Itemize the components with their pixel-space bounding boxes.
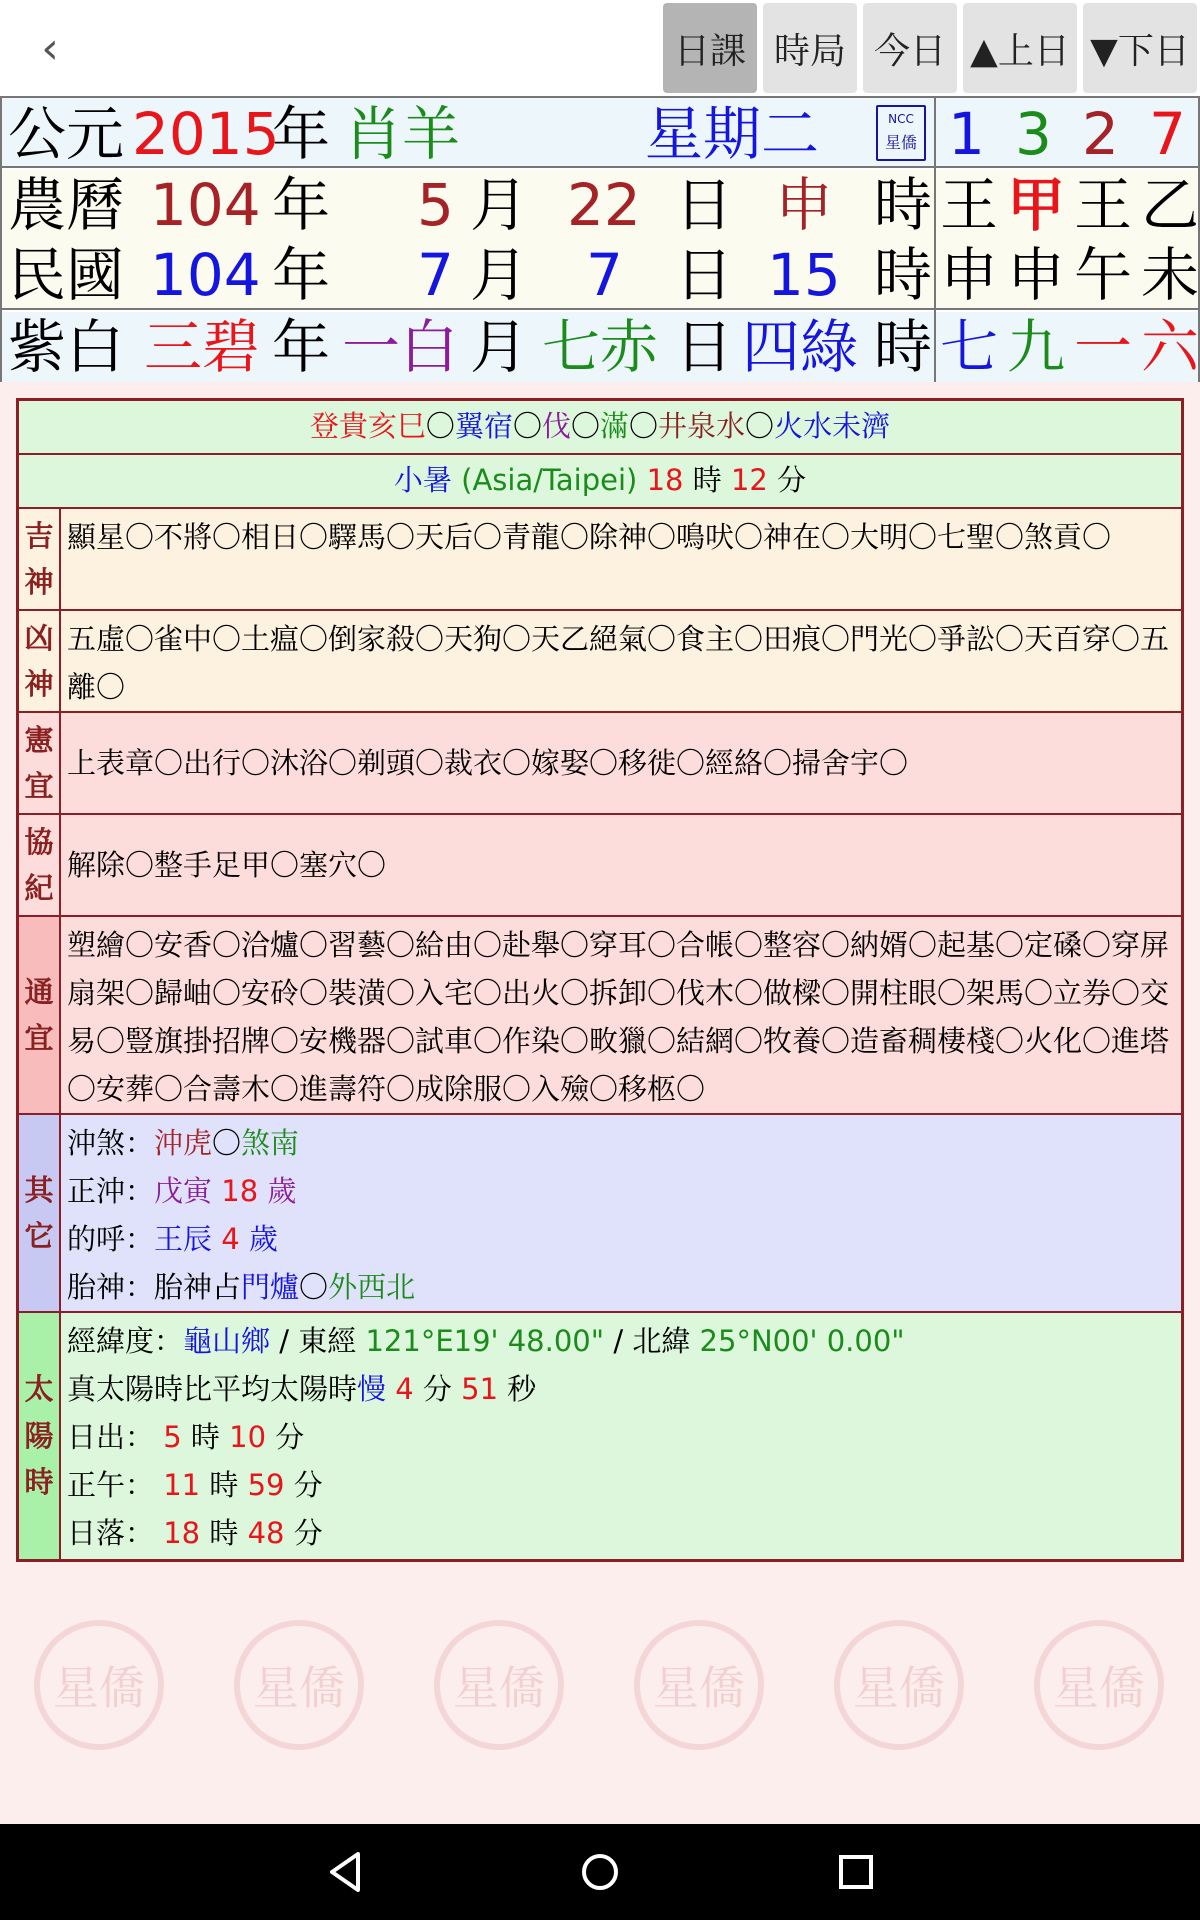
gz-bottom-3: 午: [1074, 241, 1133, 309]
zibai-num-2: 九: [1007, 313, 1066, 381]
term-minute-unit: 分: [777, 463, 807, 497]
tab-today[interactable]: 今日: [863, 3, 957, 93]
label-sun: 太 陽 時: [19, 1313, 61, 1559]
zodiac: 肖羊: [344, 100, 461, 168]
dehu-line: 的呼：王辰 4 歲: [67, 1222, 278, 1256]
lunar-month-suffix: 月: [470, 171, 529, 239]
watermark-logo: 星僑: [34, 1620, 164, 1750]
year-suffix: 年: [272, 100, 331, 168]
ncc-logo-top: NCC: [888, 112, 914, 126]
lunar-hour-suffix: 時: [874, 171, 933, 239]
tab-next-day[interactable]: ▼下日: [1083, 3, 1197, 93]
sunset-line: 日落： 18 時 48 分: [67, 1516, 323, 1550]
row-jishen: [19, 509, 1181, 611]
label-other: 其 它: [19, 1115, 61, 1311]
summary-c: 伐: [541, 409, 571, 443]
zibai-num-4: 六: [1141, 313, 1200, 381]
label-lunar: 農曆: [8, 171, 125, 239]
top-toolbar: [0, 0, 1200, 96]
nav-recents-icon[interactable]: [828, 1844, 884, 1900]
gz-top-2: 甲: [1007, 171, 1066, 239]
label-minguo: 民國: [8, 241, 125, 309]
zibai-month: 一白: [342, 313, 459, 381]
minguo-month-suffix: 月: [470, 241, 529, 309]
zibai-hour: 四綠: [742, 313, 859, 381]
other-text: [63, 1115, 1181, 1311]
row-other: [19, 1115, 1181, 1313]
minguo-year-suffix: 年: [272, 241, 331, 309]
solar-term-line: [19, 455, 1181, 509]
label-xiongshen: 凶 神: [19, 611, 61, 711]
zibai-year-suffix: 年: [272, 313, 331, 381]
zibai-day-suffix: 日: [675, 313, 734, 381]
gz-top-4: 乙: [1141, 171, 1200, 239]
almanac-table: [16, 398, 1184, 1562]
row-tongyi: [19, 917, 1181, 1115]
watermark-logo: 星僑: [634, 1620, 764, 1750]
gz-bottom-4: 未: [1141, 241, 1200, 309]
gz-bottom-1: 申: [940, 241, 999, 309]
xiongshen-text: 五虛〇雀中〇土瘟〇倒家殺〇天狗〇天乙絕氣〇食主〇田痕〇門光〇爭訟〇天百穿〇五離〇: [67, 622, 1170, 704]
android-nav-bar: [0, 1824, 1200, 1920]
minguo-hour: 15: [767, 241, 841, 309]
chevron-left-icon[interactable]: ‹: [41, 22, 59, 74]
summary-d: 滿: [600, 409, 630, 443]
minguo-year: 104: [150, 241, 261, 309]
chongsha-line: 沖煞：沖虎〇煞南: [67, 1126, 300, 1160]
gz-bottom-2: 申: [1007, 241, 1066, 309]
sun-text: [63, 1313, 1181, 1559]
watermark-logo: 星僑: [1034, 1620, 1164, 1750]
lunar-day: 22: [567, 171, 641, 239]
row-xianyi: [19, 713, 1181, 815]
zhengchong-line: 正沖：戊寅 18 歲: [67, 1174, 297, 1208]
label-zibai: 紫白: [8, 313, 125, 381]
watermark-logo: 星僑: [434, 1620, 564, 1750]
label-xieji: 協 紀: [19, 815, 61, 915]
tongyi-text: 塑繪〇安香〇洽爐〇習藝〇給由〇赴舉〇穿耳〇合帳〇整容〇納婿〇起基〇定磉〇穿屏扇架〇歸岫〇安砱〇裝潢〇入宅〇出火〇拆卸〇伐木〇做樑〇開柱眼〇架馬〇立券〇交易〇豎旗掛招牌〇安機器〇試車〇作染〇畋獵〇結網〇牧養〇造畜稠棲棧〇火化〇進塔〇安葬〇合壽木〇進壽符〇成除服〇入殮〇移柩〇: [67, 928, 1170, 1106]
timezone: (Asia/Taipei): [461, 463, 638, 497]
tab-prev-day[interactable]: ▲上日: [963, 3, 1077, 93]
label-jishen: 吉 神: [19, 509, 61, 609]
minguo-hour-suffix: 時: [874, 241, 933, 309]
label-gongyuan: 公元: [8, 100, 125, 168]
num-1: 1: [948, 100, 985, 168]
summary-line: 登貴亥巳〇翼宿〇伐〇滿〇井泉水〇火水未濟: [19, 401, 1181, 455]
solar-diff-line: 真太陽時比平均太陽時慢 4 分 51 秒: [67, 1372, 537, 1406]
nav-back-icon[interactable]: [318, 1844, 374, 1900]
summary-b: 翼宿: [454, 409, 513, 443]
row-xiongshen: [19, 611, 1181, 713]
label-tongyi: 通 宜: [19, 917, 61, 1113]
sunrise-line: 日出： 5 時 10 分: [67, 1420, 305, 1454]
solar-term: 小暑: [393, 463, 452, 497]
ncc-logo-bottom: 星僑: [884, 133, 917, 152]
num-2: 3: [1015, 100, 1052, 168]
lunar-year: 104: [150, 171, 261, 239]
zibai-day: 七赤: [542, 313, 659, 381]
lunar-day-suffix: 日: [675, 171, 734, 239]
summary-f: 火水未濟: [774, 409, 891, 443]
weekday: 星期二: [645, 100, 820, 168]
latlon-line: 經緯度：龜山鄉 / 東經 121°E19' 48.00" / 北緯 25°N00' 0.00": [67, 1324, 905, 1358]
row-sun: [19, 1313, 1181, 1559]
minguo-day-suffix: 日: [675, 241, 734, 309]
noon-line: 正午： 11 時 59 分: [67, 1468, 323, 1502]
row-xieji: [19, 815, 1181, 917]
lunar-year-suffix: 年: [272, 171, 331, 239]
term-hour-unit: 時: [692, 463, 722, 497]
zibai-num-1: 七: [940, 313, 999, 381]
label-xianyi: 憲 宜: [19, 713, 61, 813]
gz-top-1: 王: [940, 171, 999, 239]
calendar-header: [0, 96, 1200, 382]
lunar-month: 5: [417, 171, 454, 239]
minguo-day: 7: [586, 241, 623, 309]
gz-top-3: 王: [1074, 171, 1133, 239]
zibai-hour-suffix: 時: [874, 313, 933, 381]
num-4: 7: [1149, 100, 1186, 168]
term-hour: 18: [646, 463, 684, 497]
zibai-month-suffix: 月: [470, 313, 529, 381]
gregorian-year: 2015: [132, 100, 280, 168]
zibai-num-3: 一: [1074, 313, 1133, 381]
num-3: 2: [1082, 100, 1119, 168]
zibai-year: 三碧: [144, 313, 261, 381]
xianyi-text: 上表章〇出行〇沐浴〇剃頭〇裁衣〇嫁娶〇移徙〇經絡〇掃舍宇〇: [67, 746, 909, 780]
tab-shiju[interactable]: 時局: [763, 3, 857, 93]
term-minute: 12: [730, 463, 768, 497]
summary-a: 登貴亥巳: [309, 409, 426, 443]
taishen-line: 胎神：胎神占門爐〇外西北: [67, 1270, 416, 1304]
jishen-text: 顯星〇不將〇相日〇驛馬〇天后〇青龍〇除神〇鳴吠〇神在〇大明〇七聖〇煞貢〇: [67, 520, 1112, 554]
lunar-hour: 申: [775, 171, 834, 239]
minguo-month: 7: [417, 241, 454, 309]
watermark-logo: 星僑: [234, 1620, 364, 1750]
watermark-logo: 星僑: [834, 1620, 964, 1750]
tab-rike[interactable]: 日課: [663, 3, 757, 93]
xieji-text: 解除〇整手足甲〇塞穴〇: [67, 848, 387, 882]
nav-home-icon[interactable]: [572, 1844, 628, 1900]
ncc-logo: [876, 105, 926, 161]
summary-e: 井泉水: [658, 409, 746, 443]
